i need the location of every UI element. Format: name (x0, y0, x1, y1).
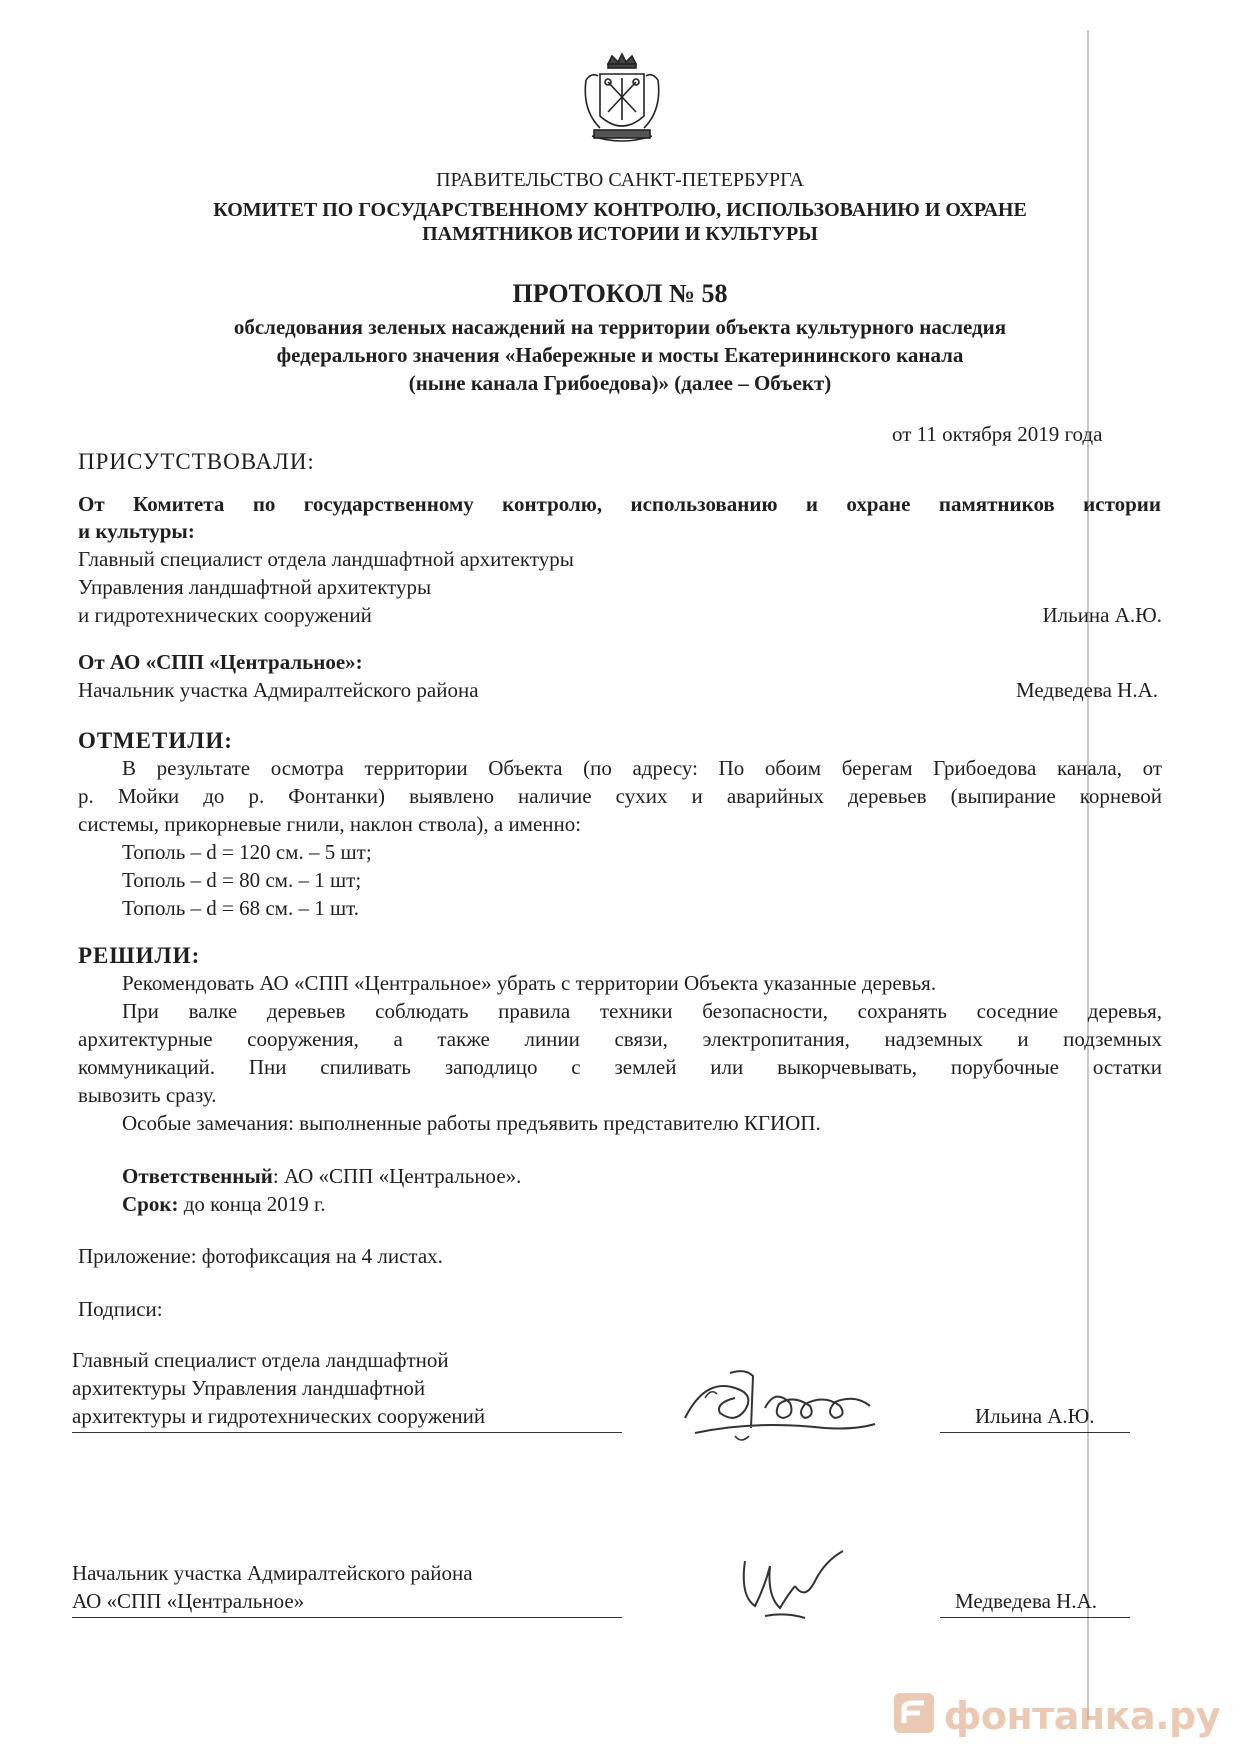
special-remarks: Особые замечания: выполненные работы предъявить представителю КГИОП. (122, 1111, 821, 1135)
coat-of-arms-icon (578, 50, 666, 150)
signer2-position-underline (72, 1617, 622, 1618)
attendees-heading: ПРИСУТСТВОВАЛИ: (78, 449, 315, 474)
watermark-text: фонтанка.ру (943, 1693, 1220, 1738)
tree-item-2: Тополь – d = 80 см. – 1 шт; (122, 868, 362, 892)
responsible-line (122, 1162, 521, 1191)
noted-line3: системы, прикорневые гнили, наклон ствола), а именно: (78, 812, 582, 836)
committee-org-line1: От Комитета по государственному контролю, использованию и охране памятников истории (78, 492, 1161, 516)
tree-item-1: Тополь – d = 120 см. – 5 шт; (122, 840, 372, 864)
fontanka-logo-icon (892, 1691, 936, 1740)
committee-attendee-name: Ильина А.Ю. (1042, 603, 1162, 627)
noted-line1: В результате осмотра территории Объекта (по адресу: По обоим берегам Грибоедова канала, от (122, 756, 1162, 780)
safety-line2: архитектурные сооружения, а также линии связи, электропитания, надземных и подземных (78, 1027, 1162, 1051)
company-position: Начальник участка Адмиралтейского района (78, 678, 479, 702)
decided-recommendation: Рекомендовать АО «СПП «Центральное» убрать с территории Объекта указанные деревья. (122, 971, 937, 995)
noted-line2: р. Мойки до р. Фонтанки) выявлено наличие сухих и аварийных деревьев (выпирание корневой (78, 784, 1162, 808)
signer2-signature (725, 1546, 855, 1626)
safety-line3: коммуникаций. Пни спиливать заподлицо с землей или выкорчевывать, порубочные остатки (78, 1055, 1162, 1079)
signer2-signature-line (940, 1617, 1130, 1618)
deadline-value: до конца 2019 г. (178, 1192, 326, 1216)
signer2-position-line1: Начальник участка Адмиралтейского района (72, 1561, 473, 1585)
responsible-label: Ответственный (122, 1164, 273, 1188)
government-name: ПРАВИТЕЛЬСТВО САНКТ-ПЕТЕРБУРГА (436, 169, 804, 191)
signer1-position-line1: Главный специалист отдела ландшафтной (72, 1348, 449, 1372)
committee-name-line1: КОМИТЕТ ПО ГОСУДАРСТВЕННОМУ КОНТРОЛЮ, ИСПОЛЬЗОВАНИЮ И ОХРАНЕ (213, 199, 1027, 221)
signer1-position-underline (72, 1432, 622, 1433)
attachment-note: Приложение: фотофиксация на 4 листах. (78, 1244, 443, 1268)
fontanka-watermark (892, 1691, 1220, 1740)
subtitle-line1: обследования зеленых насаждений на территории объекта культурного наследия (233, 315, 1007, 339)
signer1-name: Ильина А.Ю. (975, 1404, 1095, 1428)
signer1-signature (675, 1358, 885, 1453)
committee-name-line2: ПАМЯТНИКОВ ИСТОРИИ И КУЛЬТУРЫ (422, 223, 818, 245)
deadline-line (122, 1190, 326, 1219)
company-org: От АО «СПП «Центральное»: (78, 650, 363, 674)
document-date: от 11 октября 2019 года (892, 422, 1103, 446)
committee-position-line1: Главный специалист отдела ландшафтной архитектуры (78, 547, 574, 571)
safety-line4: вывозить сразу. (78, 1083, 217, 1107)
safety-line1: При валке деревьев соблюдать правила техники безопасности, сохранять соседние деревья, (122, 999, 1162, 1023)
signer1-signature-line (940, 1432, 1130, 1433)
committee-position-line2: Управления ландшафтной архитектуры (78, 575, 432, 599)
subtitle-line2: федерального значения «Набережные и мосты Екатерининского канала (276, 343, 964, 367)
committee-org-line2: и культуры: (78, 519, 195, 543)
decided-heading: РЕШИЛИ: (78, 943, 201, 968)
page-title: ПРОТОКОЛ № 58 (512, 279, 728, 308)
subtitle-line3: (ныне канала Грибоедова)» (далее – Объект) (408, 371, 832, 395)
signer2-position-line2: АО «СПП «Центральное» (72, 1589, 305, 1613)
noted-heading: ОТМЕТИЛИ: (78, 728, 233, 753)
signer2-name: Медведева Н.А. (955, 1589, 1098, 1613)
company-attendee-name: Медведева Н.А. (1015, 678, 1158, 702)
signatures-heading: Подписи: (78, 1297, 163, 1321)
signer1-position-line3: архитектуры и гидротехнических сооружений (72, 1404, 486, 1428)
committee-position-line3: и гидротехнических сооружений (78, 603, 372, 627)
responsible-value: : АО «СПП «Центральное». (272, 1164, 522, 1188)
tree-item-3: Тополь – d = 68 см. – 1 шт. (122, 896, 359, 920)
deadline-label: Срок: (122, 1192, 179, 1216)
signer1-position-line2: архитектуры Управления ландшафтной (72, 1376, 426, 1400)
